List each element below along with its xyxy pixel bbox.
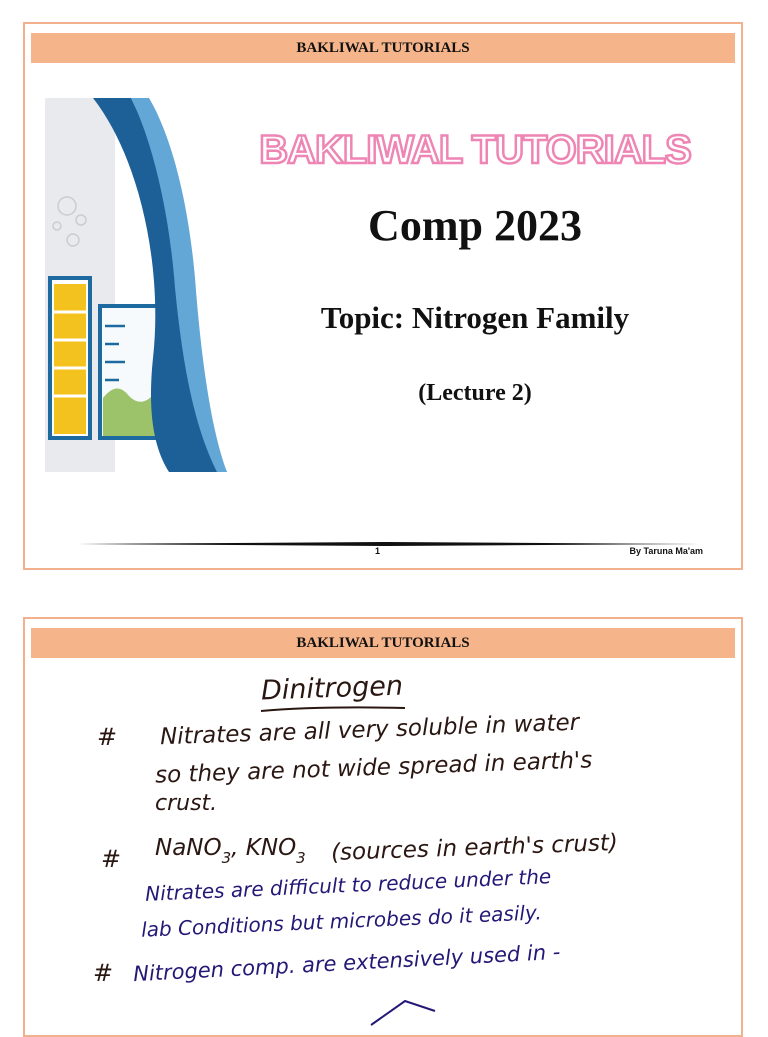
note-line-7: Nitrogen comp. are extensively used in - (132, 939, 561, 987)
page-header-band (31, 628, 735, 658)
lecture-label: (Lecture 2) (418, 380, 532, 406)
brand-logo-text: BAKLIWAL TUTORIALS (259, 128, 691, 172)
page-header-text: BAKLIWAL TUTORIALS (296, 634, 470, 651)
subscript: 3 (221, 849, 232, 867)
note-line-4 (155, 830, 619, 867)
formula-nano: NaNO (155, 835, 222, 861)
page-header-band (31, 33, 735, 63)
note-line-1: Nitrates are all very soluble in water (159, 709, 580, 751)
bullet-hash: # (97, 723, 118, 751)
note-line-3: crust. (155, 791, 218, 816)
footer-rule (77, 542, 700, 546)
document-page-1 (23, 22, 743, 570)
bullet-hash: # (93, 959, 114, 987)
branch-arrow-sketch (365, 997, 465, 1027)
note-line-5: Nitrates are difficult to reduce under the (144, 864, 552, 906)
formula-kno: , KNO (231, 835, 297, 861)
bullet-hash: # (101, 845, 122, 873)
document-page-2 (23, 617, 743, 1037)
page-header-text: BAKLIWAL TUTORIALS (296, 39, 470, 56)
author-byline: By Taruna Ma'am (629, 546, 703, 556)
lab-glassware-illustration (45, 98, 227, 472)
document-title: Comp 2023 (368, 201, 582, 250)
page-number: 1 (375, 546, 381, 556)
notes-heading: Dinitrogen (260, 670, 404, 707)
sources-note: (sources in earth's crust) (330, 830, 619, 867)
note-line-2: so they are not wide spread in earth's (154, 747, 593, 789)
topic-heading: Topic: Nitrogen Family (320, 300, 630, 335)
note-line-6: lab Conditions but microbes do it easily. (140, 900, 543, 942)
heading-underline (259, 705, 409, 713)
subscript: 3 (296, 849, 306, 867)
